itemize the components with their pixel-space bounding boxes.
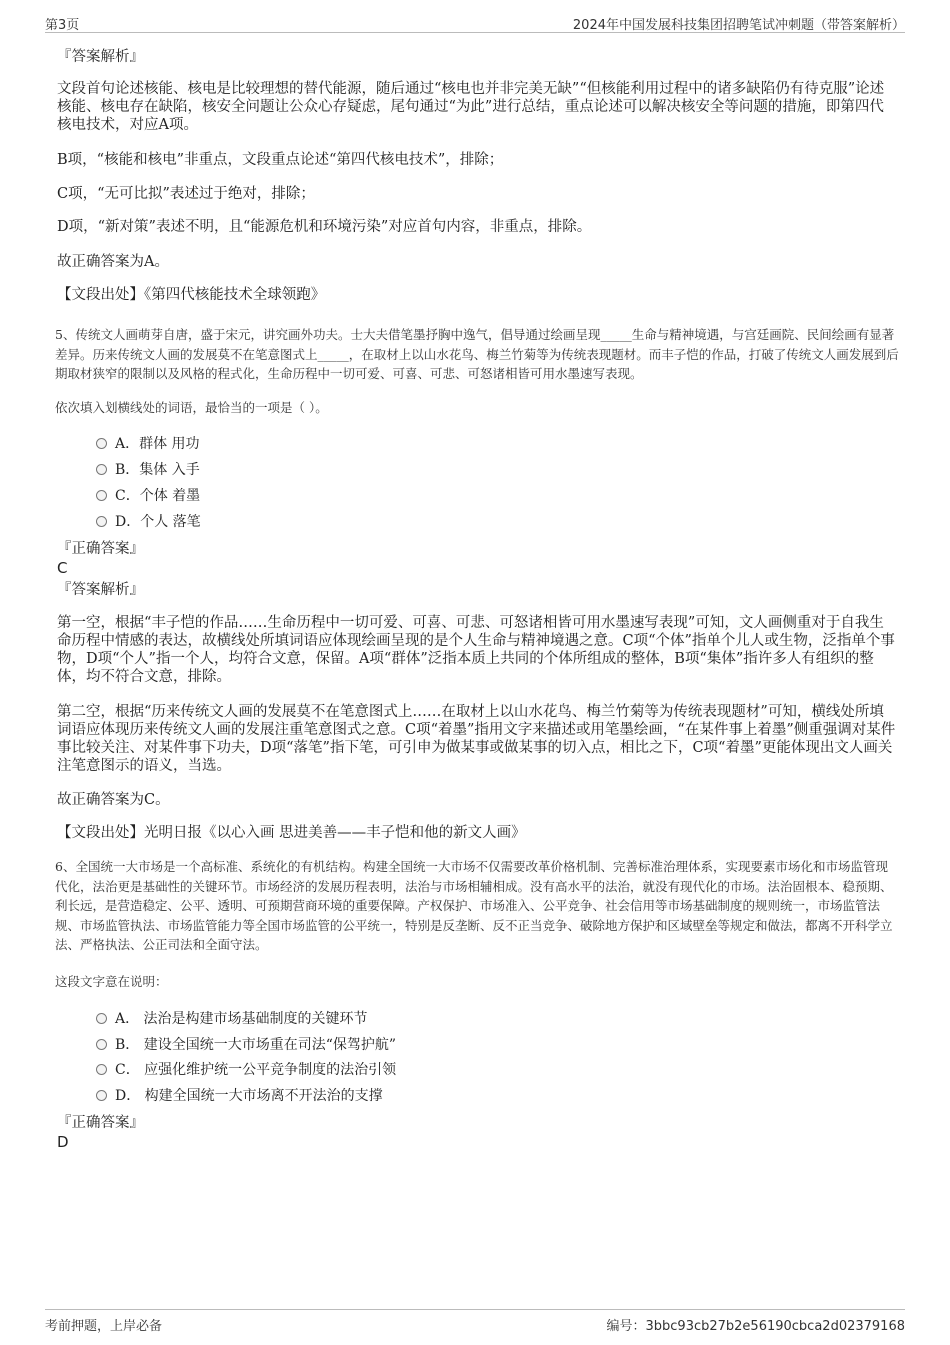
- source-citation: 【文段出处】《第四代核能技术全球领跑》: [57, 287, 326, 303]
- correct-answer: D: [57, 1133, 69, 1151]
- question-stem: 5、传统文人画萌芽自唐，盛于宋元，讲究画外功夫。士大夫借笔墨抒胸中逸气，倡导通过绘画呈现_____生命与精神境遇，与宫廷画院、民间绘画有显著差异。历来传统文人画的发展莫不在笔意图式上_____，在取材上以山水花鸟、梅兰竹菊等为传统表现题材。而丰子恺的作品，打破了传统文人画发展到后期取材狭窄的限制以及风格的程式化，生命历程中一切可爱、可喜、可悲、可怒诸相皆可用水墨速写表现。: [55, 327, 899, 381]
- footer-slogan: 考前押题，上岸必备: [45, 1319, 163, 1334]
- source-citation: 【文段出处】光明日报《以心入画 思进美善——丰子恺和他的新文人画》: [57, 825, 526, 841]
- serial-number: 编号：3bbc93cb27b2e56190cbca2d02379168: [606, 1319, 905, 1334]
- option-a[interactable]: A． 法治是构建市场基础制度的关键环节: [96, 1010, 368, 1028]
- radio-icon[interactable]: [96, 516, 107, 527]
- answer-conclusion: 故正确答案为A。: [57, 254, 169, 270]
- analysis-label: 『答案解析』: [57, 582, 144, 598]
- option-c[interactable]: C．个体 着墨: [96, 487, 200, 505]
- analysis-paragraph: 第一空，根据“丰子恺的作品……生命历程中一切可爱、可喜、可悲、可怒诸相皆可用水墨速写表现”可知，文人画侧重对于自我生命历程中情感的表达，故横线处所填词语应体现绘画呈现的是个人生命与精神境遇之意。C项“个体”指单个儿人或生物，泛指单个事物，D项“个人”指一个人，均符合文意，保留。A项“群体”泛指本质上共同的个体所组成的整体，B项“集体”指许多人有组织的整体，均不符合文意，排除。: [57, 615, 895, 685]
- correct-answer-label: 『正确答案』: [57, 1115, 144, 1131]
- radio-icon[interactable]: [96, 1064, 107, 1075]
- option-d[interactable]: D． 构建全国统一大市场离不开法治的支撑: [96, 1087, 383, 1105]
- radio-icon[interactable]: [96, 490, 107, 501]
- correct-answer: C: [57, 559, 68, 577]
- radio-icon[interactable]: [96, 438, 107, 449]
- option-b[interactable]: B．集体 入手: [96, 461, 200, 479]
- document-title: 2024年中国发展科技集团招聘笔试冲刺题（带答案解析）: [572, 18, 905, 33]
- option-d[interactable]: D．个人 落笔: [96, 513, 201, 531]
- radio-icon[interactable]: [96, 464, 107, 475]
- radio-icon[interactable]: [96, 1039, 107, 1050]
- option-b[interactable]: B． 建设全国统一大市场重在司法“保驾护航”: [96, 1036, 396, 1054]
- analysis-label: 『答案解析』: [57, 49, 144, 65]
- radio-icon[interactable]: [96, 1090, 107, 1101]
- answer-conclusion: 故正确答案为C。: [57, 792, 170, 808]
- analysis-paragraph: C项，“无可比拟”表述过于绝对，排除；: [57, 186, 315, 202]
- analysis-paragraph: B项，“核能和核电”非重点，文段重点论述“第四代核电技术”，排除；: [57, 152, 504, 168]
- radio-icon[interactable]: [96, 1013, 107, 1024]
- page-header: [45, 12, 905, 33]
- question-prompt: 这段文字意在说明：: [55, 974, 168, 989]
- question-stem: 6、全国统一大市场是一个高标准、系统化的有机结构。构建全国统一大市场不仅需要改革价格机制、完善标准治理体系，实现要素市场化和市场监管现代化，法治更是基础性的关键环节。市场经济的发展历程表明，法治与市场相辅相成。没有高水平的法治，就没有现代化的市场。法治固根本、稳预期、利长远，是营造稳定、公平、透明、可预期营商环境的重要保障。产权保护、市场准入、公平竞争、社会信用等市场基础制度的规则统一，市场监管法规、市场监管执法、市场监管能力等全国市场监管的公平统一，特别是反垄断、反不正当竞争、破除地方保护和区域壁垒等规定和做法，都离不开科学立法、严格执法、公正司法和全面守法。: [55, 859, 893, 952]
- analysis-paragraph: 第二空，根据“历来传统文人画的发展莫不在笔意图式上……在取材上以山水花鸟、梅兰竹菊等为传统表现题材”可知，横线处所填词语应体现历来传统文人画的发展注重笔意图式之意。C项“着墨”指用文字来描述或用笔墨绘画，“在某件事上着墨”侧重强调对某件事比较关注、对某件事下功夫，D项“落笔”指下笔，可引申为做某事或做某事的切入点，相比之下，C项“着墨”更能体现出文人画关注笔意图示的语义，当选。: [57, 704, 896, 774]
- option-a[interactable]: A．群体 用功: [96, 435, 200, 453]
- page-footer: [45, 1309, 905, 1336]
- option-c[interactable]: C． 应强化维护统一公平竞争制度的法治引领: [96, 1061, 396, 1079]
- correct-answer-label: 『正确答案』: [57, 541, 144, 557]
- analysis-paragraph: D项，“新对策”表述不明，且“能源危机和环境污染”对应首句内容，非重点，排除。: [57, 219, 592, 235]
- question-prompt: 依次填入划横线处的词语，最恰当的一项是（ ）。: [55, 400, 328, 415]
- page-number: 第3页: [45, 18, 80, 33]
- analysis-paragraph: 文段首句论述核能、核电是比较理想的替代能源，随后通过“核电也并非完美无缺”“但核能利用过程中的诸多缺陷仍有待克服”论述核能、核电存在缺陷，核安全问题让公众心存疑虑，尾句通过“为此”进行总结，重点论述可以解决核安全等问题的措施，即第四代核电技术，对应A项。: [57, 81, 885, 133]
